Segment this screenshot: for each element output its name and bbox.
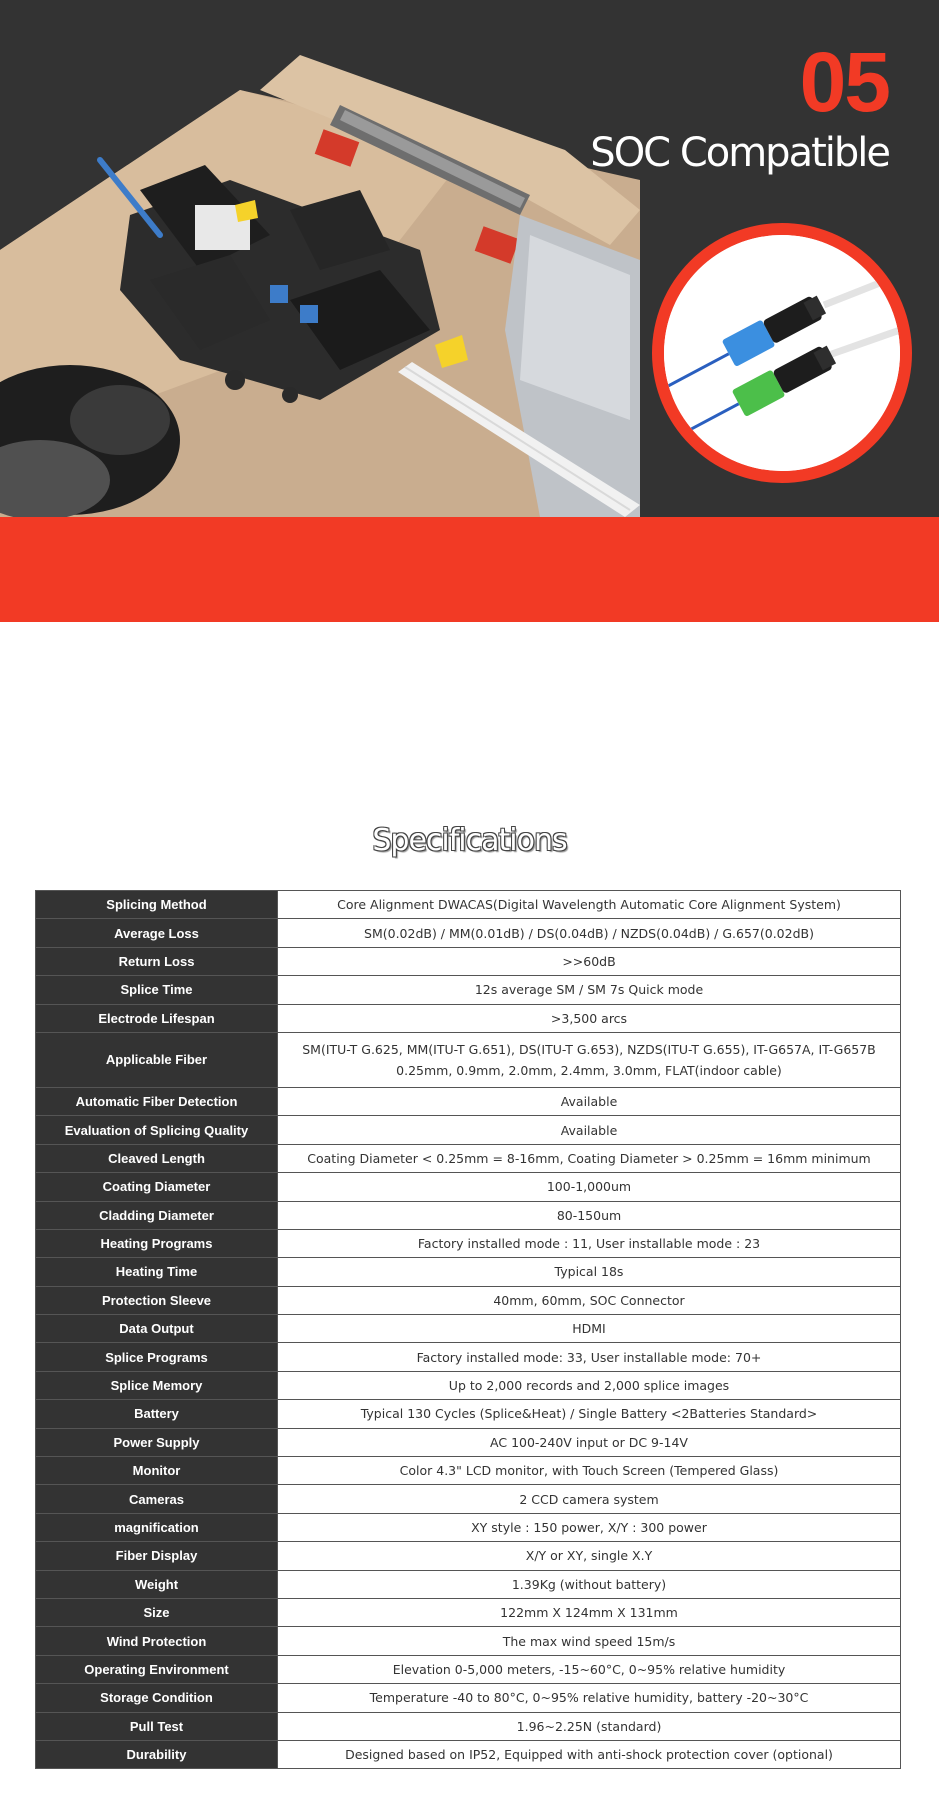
spec-value: >>60dB: [278, 947, 901, 975]
spec-row: [36, 1400, 901, 1428]
spec-label: magnification: [36, 1513, 278, 1541]
soc-connector-inset: [652, 223, 912, 483]
spec-value: The max wind speed 15m/s: [278, 1627, 901, 1655]
spec-value: >3,500 arcs: [278, 1004, 901, 1032]
soc-connectors-image: [664, 235, 900, 471]
spec-label: Durability: [36, 1740, 278, 1768]
spec-label: Splice Time: [36, 976, 278, 1004]
spec-value: Up to 2,000 records and 2,000 splice images: [278, 1371, 901, 1399]
spec-label: Wind Protection: [36, 1627, 278, 1655]
spec-row: [36, 1570, 901, 1598]
spec-value: 40mm, 60mm, SOC Connector: [278, 1286, 901, 1314]
spec-label: Heating Programs: [36, 1229, 278, 1257]
spec-value: 80-150um: [278, 1201, 901, 1229]
spec-label: Weight: [36, 1570, 278, 1598]
spec-value: 2 CCD camera system: [278, 1485, 901, 1513]
spec-row: [36, 1712, 901, 1740]
spec-label: Size: [36, 1598, 278, 1626]
spec-label: Storage Condition: [36, 1684, 278, 1712]
spec-value: 1.39Kg (without battery): [278, 1570, 901, 1598]
spec-row: [36, 1286, 901, 1314]
spec-value: Available: [278, 1087, 901, 1115]
spec-label: Fiber Display: [36, 1542, 278, 1570]
spec-row: [36, 1087, 901, 1115]
spec-label: Automatic Fiber Detection: [36, 1087, 278, 1115]
spec-value: 1.96~2.25N (standard): [278, 1712, 901, 1740]
spec-row: [36, 1428, 901, 1456]
spec-row: [36, 1201, 901, 1229]
spec-value: 122mm X 124mm X 131mm: [278, 1598, 901, 1626]
spec-row: [36, 1513, 901, 1541]
spec-row: [36, 1485, 901, 1513]
spec-row: [36, 947, 901, 975]
spec-row: [36, 1655, 901, 1683]
spec-label: Average Loss: [36, 919, 278, 947]
spec-value: Color 4.3" LCD monitor, with Touch Screen (Tempered Glass): [278, 1457, 901, 1485]
spec-row: [36, 1457, 901, 1485]
spec-value: Temperature -40 to 80°C, 0~95% relative humidity, battery -20~30°C: [278, 1684, 901, 1712]
spec-value: Designed based on IP52, Equipped with anti-shock protection cover (optional): [278, 1740, 901, 1768]
spec-value-line: SM(ITU-T G.625, MM(ITU-T G.651), DS(ITU-T G.653), NZDS(ITU-T G.655), IT-G657A, IT-G657B: [302, 1041, 876, 1057]
spec-label: Data Output: [36, 1315, 278, 1343]
fusion-splicer-image: [0, 0, 660, 517]
spec-row: [36, 1627, 901, 1655]
spec-row: [36, 1116, 901, 1144]
spec-value: Available: [278, 1116, 901, 1144]
spec-value: SM(0.02dB) / MM(0.01dB) / DS(0.04dB) / NZDS(0.04dB) / G.657(0.02dB): [278, 919, 901, 947]
spec-row: [36, 1229, 901, 1257]
spec-label: Splicing Method: [36, 891, 278, 919]
spec-label: Operating Environment: [36, 1655, 278, 1683]
spec-label: Protection Sleeve: [36, 1286, 278, 1314]
spec-value: Factory installed mode : 11, User installable mode : 23: [278, 1229, 901, 1257]
spec-label: Monitor: [36, 1457, 278, 1485]
spec-value: XY style : 150 power, X/Y : 300 power: [278, 1513, 901, 1541]
spec-label: Splice Programs: [36, 1343, 278, 1371]
spec-label: Cleaved Length: [36, 1144, 278, 1172]
spec-value: Typical 130 Cycles (Splice&Heat) / Single Battery <2Batteries Standard>: [278, 1400, 901, 1428]
accent-band: [0, 517, 939, 622]
spec-value: Coating Diameter < 0.25mm = 8-16mm, Coating Diameter > 0.25mm = 16mm minimum: [278, 1144, 901, 1172]
spec-value: Factory installed mode: 33, User installable mode: 70+: [278, 1343, 901, 1371]
spec-value: 100-1,000um: [278, 1173, 901, 1201]
spec-row: [36, 1258, 901, 1286]
spec-label: Cameras: [36, 1485, 278, 1513]
spec-row: [36, 891, 901, 919]
section-title: SOC Compatible: [590, 130, 889, 176]
spec-label: Pull Test: [36, 1712, 278, 1740]
spec-row: [36, 1173, 901, 1201]
spec-label: Battery: [36, 1400, 278, 1428]
spec-value: 12s average SM / SM 7s Quick mode: [278, 976, 901, 1004]
spec-label: Applicable Fiber: [36, 1032, 278, 1087]
spec-row: [36, 1598, 901, 1626]
hero-banner: [0, 0, 939, 517]
spec-value-line: 0.25mm, 0.9mm, 2.0mm, 2.4mm, 3.0mm, FLAT(indoor cable): [396, 1062, 782, 1078]
spec-label: Cladding Diameter: [36, 1201, 278, 1229]
spec-label: Power Supply: [36, 1428, 278, 1456]
spec-label: Evaluation of Splicing Quality: [36, 1116, 278, 1144]
spec-row: [36, 919, 901, 947]
spec-value: X/Y or XY, single X.Y: [278, 1542, 901, 1570]
spec-value: Typical 18s: [278, 1258, 901, 1286]
spec-row: [36, 1032, 901, 1087]
spec-value: AC 100-240V input or DC 9-14V: [278, 1428, 901, 1456]
spec-value: Core Alignment DWACAS(Digital Wavelength Automatic Core Alignment System): [278, 891, 901, 919]
specifications-heading: Specifications: [372, 823, 567, 858]
section-number: 05: [799, 35, 889, 129]
spec-label: Heating Time: [36, 1258, 278, 1286]
spec-value: HDMI: [278, 1315, 901, 1343]
spec-row: [36, 1315, 901, 1343]
spec-label: Return Loss: [36, 947, 278, 975]
spec-row: [36, 1004, 901, 1032]
spec-row: [36, 1371, 901, 1399]
spec-row: [36, 1144, 901, 1172]
spec-value: [278, 1032, 901, 1087]
spec-row: [36, 1740, 901, 1768]
spec-value: Elevation 0-5,000 meters, -15~60°C, 0~95% relative humidity: [278, 1655, 901, 1683]
specifications-table: [35, 890, 901, 1769]
spec-row: [36, 1542, 901, 1570]
spec-row: [36, 1343, 901, 1371]
spec-label: Electrode Lifespan: [36, 1004, 278, 1032]
spec-row: [36, 976, 901, 1004]
spec-label: Splice Memory: [36, 1371, 278, 1399]
spec-label: Coating Diameter: [36, 1173, 278, 1201]
spec-row: [36, 1684, 901, 1712]
